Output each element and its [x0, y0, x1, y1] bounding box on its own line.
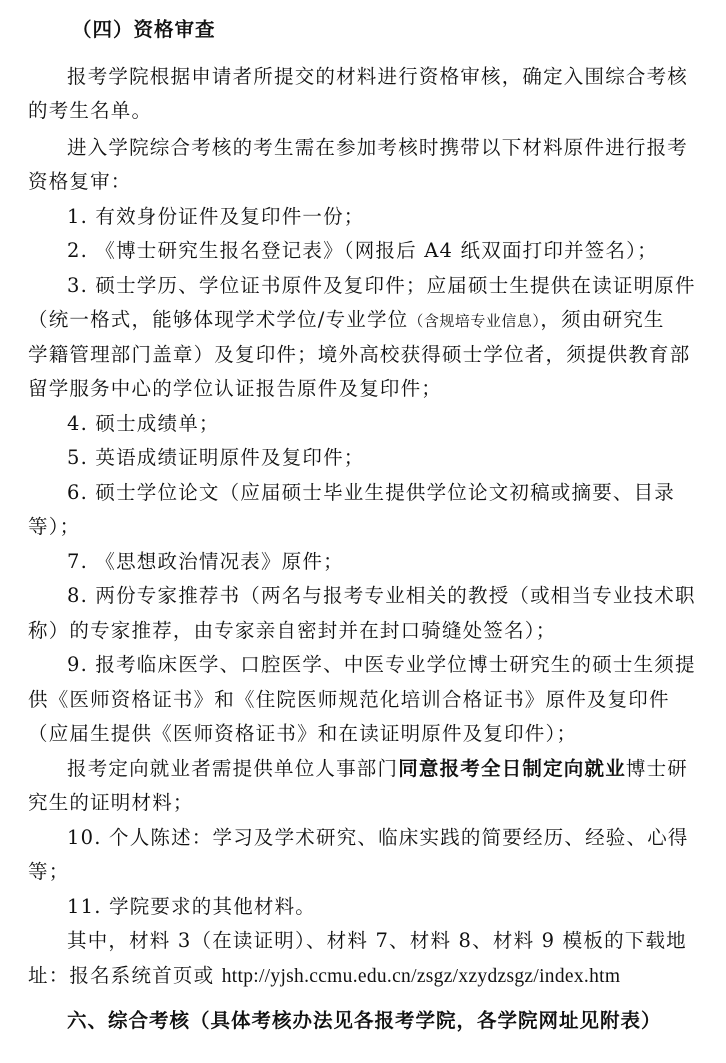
paragraph-line — [0, 752, 726, 786]
list-item: 9. 报考临床医学、口腔医学、中医专业学位博士研究生的硕士生须提 — [67, 653, 696, 676]
list-item-text: （统一格式，能够体现学术学位/专业学位 — [28, 308, 409, 331]
list-item-continuation: （应届生提供《医师资格证书》和在读证明原件及复印件）； — [28, 722, 578, 745]
paragraph-text: 博士研 — [625, 757, 689, 780]
list-item: 5. 英语成绩证明原件及复印件； — [67, 446, 365, 469]
list-item: 3. 硕士学历、学位证书原件及复印件；应届硕士生提供在读证明原件 — [67, 274, 696, 297]
list-item: 8. 两份专家推荐书（两名与报考专业相关的教授（或相当专业技术职 — [67, 584, 696, 607]
paragraph-text: 址：报名系统首页或 — [28, 964, 222, 987]
paragraph-line: 究生的证明材料； — [28, 791, 194, 814]
list-item: 7. 《思想政治情况表》原件； — [67, 550, 344, 573]
list-item: 10. 个人陈述：学习及学术研究、临床实践的简要经历、经验、心得 — [67, 826, 689, 849]
section-six-heading: 六、综合考核（具体考核办法见各报考学院，各学院网址见附表） — [67, 1009, 662, 1032]
list-item: 2. 《博士研究生报名登记表》（网报后 A4 纸双面打印并签名）； — [67, 239, 658, 262]
list-item-continuation: 供《医师资格证书》和《住院医师规范化培训合格证书》原件及复印件 — [28, 688, 670, 711]
list-item: 11. 学院要求的其他材料。 — [67, 895, 317, 918]
list-item-continuation: 称）的专家推荐，由专家亲自密封并在封口骑缝处签名）； — [28, 619, 557, 642]
list-item-continuation: 学籍管理部门盖章）及复印件；境外高校获得硕士学位者，须提供教育部 — [28, 343, 691, 366]
download-url[interactable]: http://yjsh.ccmu.edu.cn/zsgz/xzydzsgz/index.htm — [221, 966, 621, 987]
list-item: 4. 硕士成绩单； — [67, 412, 220, 435]
list-item-continuation — [0, 303, 726, 337]
list-item-note: （含规培专业信息） — [408, 312, 541, 330]
paragraph-text: 报考定向就业者需提供单位人事部门 — [67, 757, 399, 780]
paragraph-line: 报考学院根据申请者所提交的材料进行资格审核，确定入围综合考核 — [67, 65, 689, 88]
list-item-text: ，须由研究生 — [540, 308, 665, 331]
paragraph-line — [0, 959, 726, 993]
list-item: 6. 硕士学位论文（应届硕士毕业生提供学位论文初稿或摘要、目录 — [67, 481, 676, 504]
paragraph-line: 进入学院综合考核的考生需在参加考核时携带以下材料原件进行报考 — [67, 136, 689, 159]
section-heading: （四）资格审查 — [72, 18, 216, 41]
list-item-continuation: 留学服务中心的学位认证报告原件及复印件； — [28, 377, 443, 400]
paragraph-line: 其中，材料 3（在读证明）、材料 7、材料 8、材料 9 模板的下载地 — [67, 929, 687, 952]
paragraph-line: 资格复审： — [28, 170, 132, 193]
list-item-continuation: 等）； — [28, 515, 81, 538]
list-item-continuation: 等； — [28, 860, 70, 883]
paragraph-line: 的考生名单。 — [28, 99, 153, 122]
emphasized-text: 同意报考全日制定向就业 — [398, 757, 626, 780]
list-item: 1. 有效身份证件及复印件一份； — [67, 205, 365, 228]
